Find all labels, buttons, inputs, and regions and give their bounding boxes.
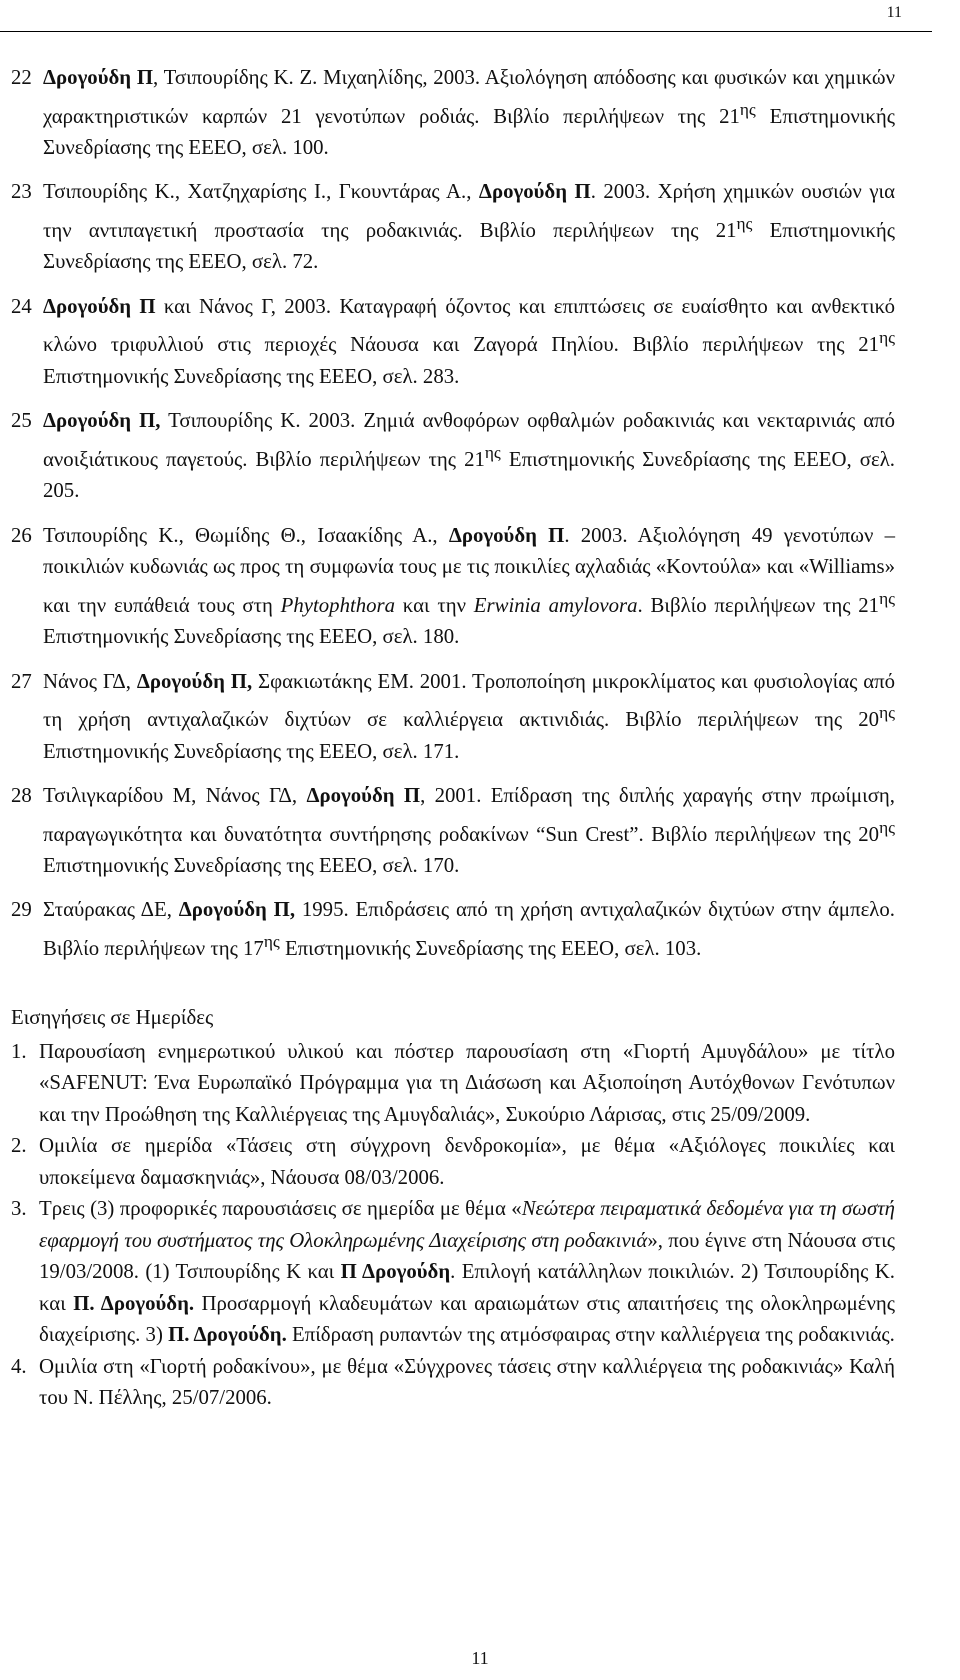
reference-item (11, 62, 895, 163)
reference-number: 22 (11, 66, 32, 89)
talk-text: Τρεις (3) προφορικές παρουσιάσεις σε ημερίδα με θέμα «Νεώτερα πειραματικά δεδομένα για τη σωστή εφαρμογή του συστήματος της Ολοκληρωμένης Διαχείρισης στη ροδακινιά», που έγινε στη Νάουσα στις 19/03/2008. (1) Τσιπουρίδης Κ και Π Δρογούδη. Επιλογή κατάλληλων ποικιλιών. 2) Τσιπουρίδης Κ. και Π. Δρογούδη. Προσαρμογή κλαδευμάτων και αραιωμάτων στις απαιτήσεις της ολοκληρωμένης διαχείρισης. 3) Π. Δρογούδη. Επίδραση ρυπαντών της ατμόσφαιρας στην καλλιέργεια της ροδακινιάς. (39, 1197, 896, 1347)
page-number-bottom: 11 (471, 1648, 489, 1668)
talk-text: Ομιλία σε ημερίδα «Τάσεις στη σύγχρονη δενδροκομία», με θέμα «Αξιόλογες ποικιλίες και υποκείμενα δαμασκηνιάς», Νάουσα 08/03/2006. (39, 1134, 895, 1189)
reference-item (11, 176, 895, 277)
talk-item (11, 1130, 895, 1193)
reference-text: Τσιλιγκαρίδου Μ, Νάνος ΓΔ, Δρογούδη Π, 2001. Επίδραση της διπλής χαραγής στην πρωίμιση, παραγωγικότητα και δυνατότητα συντήρησης ροδακίνων “Sun Crest”. Βιβλίο περιλήψεων της $20^{\eta\varsigma}$ Επιστημονικής Συνεδρίασης της ΕΕΕΟ, σελ. 170. (43, 784, 896, 877)
talk-number: 4. (11, 1354, 27, 1378)
talk-number: 3. (11, 1197, 27, 1221)
reference-item (11, 520, 895, 653)
header-rule (0, 31, 932, 32)
section-heading: Εισηγήσεις σε Ημερίδες (11, 1006, 214, 1030)
talk-item (11, 1193, 895, 1351)
page-number-top: 11 (886, 4, 902, 21)
reference-text: Νάνος ΓΔ, Δρογούδη Π, Σφακιωτάκης ΕΜ. 2001. Τροποποίηση μικροκλίματος και φυσιολογίας από τη χρήση αντιχαλαζικών διχτύων σε καλλιέργεια ακτινιδιάς. Βιβλίο περιλήψεων της $20^{\eta\varsigma}$ Επιστημονικής Συνεδρίασης της ΕΕΕΟ, σελ. 171. (43, 669, 896, 763)
reference-number: 27 (11, 669, 32, 693)
reference-text: Σταύρακας ΔΕ, Δρογούδη Π, 1995. Επιδράσεις από τη χρήση αντιχαλαζικών διχτύων στην άμπελο. Βιβλίο περιλήψεων της $17^{\eta\varsigma}$ Επιστημονικής Συνεδρίασης της ΕΕΕΟ, σελ. 103. (43, 898, 895, 960)
talk-list (11, 1036, 895, 1414)
reference-list (11, 62, 895, 964)
talk-number: 2. (11, 1134, 27, 1158)
reference-number: 26 (11, 523, 32, 547)
reference-item (11, 780, 895, 881)
reference-number: 28 (11, 784, 32, 808)
talk-text: Παρουσίαση ενημερωτικού υλικού και πόστερ παρουσίαση στη «Γιορτή Αμυγδάλου» με τίτλο «SAFENUT: Ένα Ευρωπαϊκό Πρόγραμμα για τη Διάσωση και Αξιοποίηση Αυτόχθονων Γενότυπων και την Προώθηση της Καλλιέργειας της Αμυγδαλιάς», Συκούριο Λάρισας, στις 25/09/2009. (39, 1039, 895, 1126)
reference-number: 29 (11, 898, 32, 922)
reference-text: Τσιπουρίδης Κ., Θωμίδης Θ., Ισαακίδης Α., Δρογούδη Π. 2003. Αξιολόγηση 49 γενοτύπων –ποικιλιών κυδωνιάς ως προς τη συμφωνία τους με τις ποικιλίες αχλαδιάς «Κοντούλα» και «Williams» και την ευπάθειά τους στη Phytophthora και την Erwinia amylovora. Βιβλίο περιλήψεων της $21^{\eta\varsigma}$ Επιστημονικής Συνεδρίασης της ΕΕΕΟ, σελ. 180. (43, 523, 896, 649)
reference-text: Τσιπουρίδης Κ., Χατζηχαρίσης Ι., Γκουντάρας Α., Δρογούδη Π. 2003. Χρήση χημικών ουσιών για την αντιπαγετική προστασία της ροδακινιάς. Βιβλίο περιλήψεων της $21^{\eta\varsigma}$ Επιστημονικής Συνεδρίασης της ΕΕΕΟ, σελ. 72. (43, 180, 895, 274)
page-content (11, 62, 895, 1414)
talk-item (11, 1036, 895, 1131)
reference-text: Δρογούδη Π, Τσιπουρίδης Κ. Ζ. Μιχαηλίδης, 2003. Αξιολόγηση απόδοσης και φυσικών και χημικών χαρακτηριστικών καρπών 21 γενοτύπων ροδιάς. Βιβλίο περιλήψεων της $21^{\eta\varsigma}$ Επιστημονικής Συνεδρίασης της ΕΕΕΟ, σελ. 100. (43, 66, 896, 159)
talk-item (11, 1351, 895, 1414)
reference-number: 23 (11, 180, 32, 204)
reference-number: 24 (11, 294, 32, 318)
reference-item (11, 894, 895, 964)
reference-item (11, 291, 895, 392)
reference-number: 25 (11, 409, 32, 433)
reference-item (11, 666, 895, 767)
reference-text: Δρογούδη Π, Τσιπουρίδης Κ. 2003. Ζημιά ανθοφόρων οφθαλμών ροδακινιάς και νεκταρινιάς από ανοιξιάτικους παγετούς. Βιβλίο περιλήψεων της $21^{\eta\varsigma}$ Επιστημονικής Συνεδρίασης της ΕΕΕΟ, σελ. 205. (43, 409, 895, 503)
reference-text: Δρογούδη Π και Νάνος Γ, 2003. Καταγραφή όζοντος και επιπτώσεις σε ευαίσθητο και ανθεκτικό κλώνο τριφυλλιού στις περιοχές Νάουσα και Ζαγορά Πηλίου. Βιβλίο περιλήψεων της $21^{\eta\varsigma}$ Επιστημονικής Συνεδρίασης της ΕΕΕΟ, σελ. 283. (43, 294, 896, 388)
reference-item (11, 405, 895, 506)
talk-text: Ομιλία στη «Γιορτή ροδακίνου», με θέμα «Σύγχρονες τάσεις στην καλλιέργεια της ροδακινιάς» Καλή του Ν. Πέλλης, 25/07/2006. (39, 1354, 895, 1410)
talk-number: 1. (11, 1039, 27, 1063)
